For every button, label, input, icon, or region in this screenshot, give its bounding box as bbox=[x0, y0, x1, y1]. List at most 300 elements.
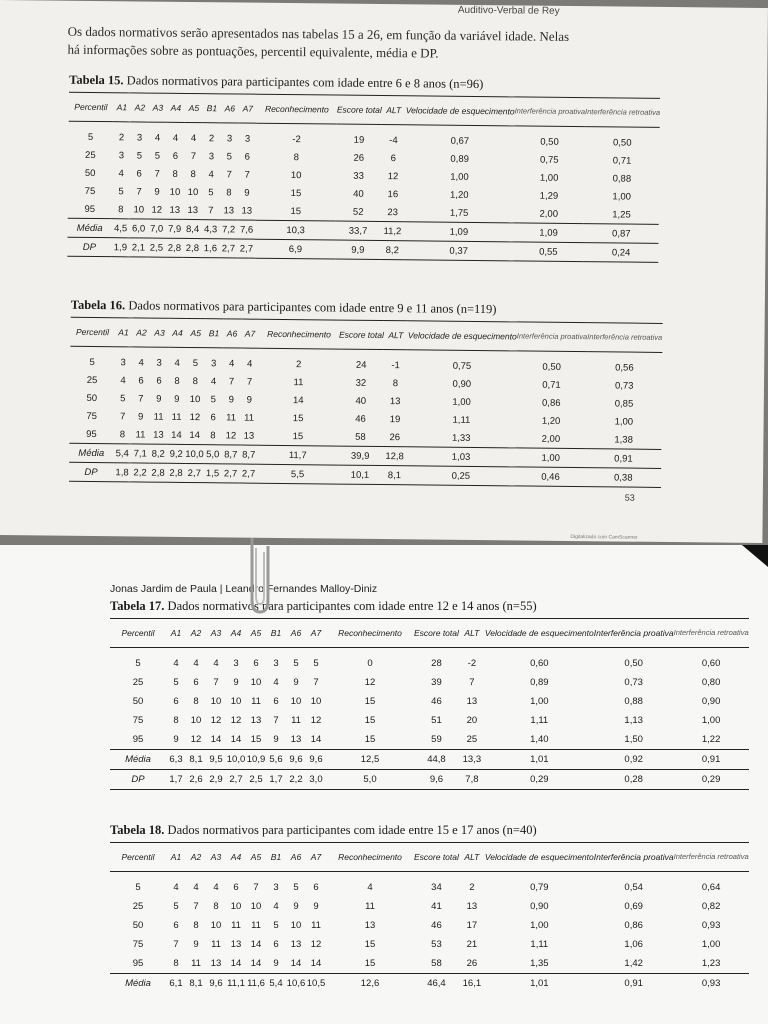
table-cell: 0,71 bbox=[542, 379, 561, 391]
table-cell: 2,9 bbox=[206, 770, 226, 790]
table-cell: 2,5 bbox=[147, 238, 165, 257]
table-cell: 12 bbox=[151, 204, 163, 216]
scanner-mark: Digitalizado com CamScanner bbox=[570, 534, 638, 541]
table-cell: 1,00 bbox=[614, 415, 634, 428]
column-header: Interferência proativa bbox=[594, 843, 674, 872]
table-cell: 6 bbox=[138, 374, 144, 387]
table-cell: 2,7 bbox=[185, 463, 204, 482]
table-cell: 10,0 bbox=[185, 444, 204, 463]
table-cell: 1,7 bbox=[166, 770, 186, 790]
table-cell: 12 bbox=[225, 429, 237, 441]
table-cell: 5 bbox=[293, 658, 299, 669]
table-cell: 25 bbox=[132, 901, 144, 912]
table-cell: 9,6 bbox=[414, 770, 459, 790]
table-cell: 3 bbox=[118, 149, 125, 161]
table-cell: 2,00 bbox=[541, 433, 561, 445]
column-header: Percentil bbox=[70, 317, 114, 346]
table-cell: 15 bbox=[364, 696, 376, 707]
table-cell: 40 bbox=[353, 188, 364, 200]
column-header: Reconhecimento bbox=[259, 319, 339, 349]
table-cell: 15 bbox=[364, 939, 376, 950]
table-cell: 3 bbox=[120, 356, 126, 368]
table-cell: 2,2 bbox=[131, 463, 149, 482]
table-cell: 3 bbox=[273, 882, 279, 893]
table-cell: 0,82 bbox=[701, 901, 721, 912]
table-cell: 14 bbox=[171, 429, 182, 441]
column-header: Reconhecimento bbox=[326, 619, 414, 648]
table-cell: 7,2 bbox=[220, 220, 238, 239]
table-cell: 75 bbox=[86, 410, 97, 422]
column-header: Escore total bbox=[414, 619, 459, 648]
table-cell: 15 bbox=[290, 205, 302, 217]
column-header: ALT bbox=[384, 321, 408, 350]
table-cell: 0,93 bbox=[701, 920, 721, 931]
table-cell: 95 bbox=[132, 734, 144, 745]
table-cell: 13 bbox=[290, 939, 302, 950]
table-cell: 9 bbox=[154, 186, 160, 198]
table-cell: 9 bbox=[293, 901, 299, 912]
table-cell: 7 bbox=[154, 168, 160, 180]
table-cell: 0,87 bbox=[584, 224, 659, 244]
intro-line: Os dados normativos serão apresentados nas tabelas 15 a 26, em função da variável idade. Nelas bbox=[67, 23, 570, 44]
column-header: ALT bbox=[459, 619, 485, 648]
table-cell: 19 bbox=[353, 134, 365, 146]
table-title: Tabela 16. Dados normativos para participantes com idade entre 9 e 11 anos (n=119) bbox=[70, 297, 497, 317]
table-cell: 10 bbox=[189, 393, 201, 405]
table-cell: 6 bbox=[233, 882, 239, 893]
table-cell: 10 bbox=[210, 920, 222, 931]
table-cell: 7 bbox=[173, 939, 179, 950]
table-cell: 0,79 bbox=[530, 882, 549, 893]
table-cell: 9 bbox=[233, 677, 239, 688]
table-cell: 2,7 bbox=[219, 239, 237, 258]
table-cell: 2,1 bbox=[129, 238, 147, 257]
table-cell: 39 bbox=[431, 677, 442, 688]
column-header: Percentil bbox=[110, 843, 166, 872]
table-cell: 75 bbox=[132, 715, 144, 726]
table-cell: 58 bbox=[355, 431, 366, 443]
table-cell: 1,00 bbox=[539, 172, 559, 184]
table-cell: 8 bbox=[210, 429, 216, 441]
table-cell: 3,0 bbox=[306, 770, 326, 790]
column-header: A5 bbox=[185, 93, 203, 122]
table-cell: 12 bbox=[210, 715, 222, 726]
table-cell: 10 bbox=[250, 901, 262, 912]
table-cell: 15 bbox=[250, 734, 262, 745]
table-cell: 14 bbox=[292, 394, 304, 406]
table-cell: 12 bbox=[364, 677, 376, 688]
table-cell: 40 bbox=[355, 395, 367, 407]
table-cell: 9 bbox=[137, 410, 144, 423]
table-cell: 5 bbox=[208, 186, 214, 198]
norms-table bbox=[110, 842, 749, 993]
table-cell: 8,2 bbox=[149, 444, 167, 463]
column-header: B1 bbox=[266, 619, 286, 648]
table-cell: 3 bbox=[233, 658, 239, 669]
table-cell: 0,29 bbox=[485, 770, 594, 790]
table-cell: 1,8 bbox=[113, 463, 131, 482]
table-cell: 6 bbox=[156, 375, 162, 387]
table-cell: 50 bbox=[86, 392, 98, 404]
column-header: A3 bbox=[149, 93, 167, 122]
table-cell: 5 bbox=[136, 149, 143, 161]
table-cell: 0,46 bbox=[515, 467, 586, 487]
table-cell: 11 bbox=[293, 376, 304, 388]
table-cell: 8,7 bbox=[222, 445, 240, 464]
table-cell: 14 bbox=[189, 429, 201, 441]
table-cell: 0,50 bbox=[612, 136, 632, 149]
table-cell: 2,2 bbox=[286, 770, 306, 790]
table-cell: 33,7 bbox=[336, 221, 381, 240]
table-cell: 4 bbox=[193, 882, 199, 893]
column-header: A5 bbox=[246, 843, 266, 872]
table-cell: 0,69 bbox=[624, 901, 643, 912]
table-cell: 4 bbox=[120, 374, 126, 386]
table-cell: 1,00 bbox=[515, 448, 586, 468]
table-cell: 5 bbox=[89, 356, 95, 368]
table-cell: 4,5 bbox=[112, 219, 130, 238]
table-cell: 8 bbox=[190, 168, 196, 180]
table-cell: 1,00 bbox=[701, 939, 721, 950]
table-cell: 11 bbox=[226, 411, 237, 423]
table-cell: 6 bbox=[210, 411, 216, 423]
table-row bbox=[110, 897, 749, 916]
table-cell: 95 bbox=[86, 428, 97, 440]
table-cell: 11,7 bbox=[258, 445, 338, 465]
table-cell: 0,73 bbox=[614, 379, 634, 392]
table-cell: 0,91 bbox=[674, 750, 749, 770]
table-15 bbox=[67, 73, 660, 263]
table-cell: 14 bbox=[310, 958, 322, 969]
table-cell: 13,3 bbox=[459, 750, 485, 770]
table-cell: 5 bbox=[135, 658, 141, 669]
table-cell: 11 bbox=[231, 920, 241, 931]
table-cell: 25 bbox=[85, 149, 96, 161]
table-cell: 11 bbox=[171, 411, 182, 423]
table-cell: 4 bbox=[213, 658, 219, 669]
table-cell: 1,00 bbox=[450, 171, 469, 183]
table-cell: 0,25 bbox=[406, 466, 515, 486]
table-cell: 7 bbox=[228, 375, 235, 387]
table-cell: 7 bbox=[246, 376, 253, 388]
table-cell: 5 bbox=[87, 131, 94, 143]
intro-line: há informações sobre as pontuações, percentil equivalente, média e DP. bbox=[67, 41, 439, 61]
table-cell: 6 bbox=[172, 150, 179, 162]
table-cell: 11,2 bbox=[380, 221, 404, 240]
table-cell: 13 bbox=[389, 395, 401, 407]
table-cell: 14 bbox=[210, 734, 222, 745]
table-cell: 0,56 bbox=[615, 361, 634, 374]
table-row bbox=[110, 730, 749, 750]
table-cell: 0,29 bbox=[674, 770, 749, 790]
table-title: Tabela 17. Dados normativos para participantes com idade entre 12 e 14 anos (n=55) bbox=[110, 599, 537, 613]
table-cell: 12 bbox=[230, 715, 242, 726]
column-header: Velocidade de esquecimento bbox=[485, 843, 594, 872]
table-cell: 5 bbox=[120, 392, 126, 404]
table-cell: 15 bbox=[292, 430, 304, 442]
table-cell: 1,50 bbox=[624, 734, 643, 745]
table-16 bbox=[69, 298, 663, 488]
table-cell: 4 bbox=[273, 901, 279, 912]
table-cell: 50 bbox=[132, 696, 144, 707]
table-cell: 75 bbox=[84, 185, 96, 197]
table-cell: 7 bbox=[136, 185, 142, 197]
table-cell: 11 bbox=[153, 411, 164, 423]
table-cell: 46 bbox=[355, 413, 366, 425]
table-cell: 10,1 bbox=[337, 465, 382, 484]
table-cell: 17 bbox=[466, 920, 478, 931]
column-header: A4 bbox=[167, 93, 185, 122]
table-cell: 0,67 bbox=[450, 135, 470, 147]
column-header: A7 bbox=[306, 619, 326, 648]
table-cell: 10 bbox=[133, 203, 145, 216]
table-cell: 9 bbox=[293, 677, 299, 688]
column-header: Escore total bbox=[414, 843, 459, 872]
table-cell: 25 bbox=[86, 374, 98, 386]
table-cell: 9 bbox=[173, 734, 179, 745]
table-cell: 14 bbox=[290, 958, 302, 969]
table-cell: 9 bbox=[273, 734, 279, 745]
column-header: Interferência proativa bbox=[514, 97, 585, 127]
column-header: A7 bbox=[241, 319, 259, 348]
table-cell: 0,75 bbox=[540, 154, 559, 166]
column-header: A6 bbox=[223, 319, 241, 348]
table-cell: 10 bbox=[187, 186, 199, 198]
table-cell: 10 bbox=[190, 715, 202, 726]
table-cell: 10 bbox=[210, 696, 222, 707]
table-cell: 11 bbox=[244, 412, 255, 424]
table-cell: 1,6 bbox=[201, 239, 219, 258]
table-cell: 0,50 bbox=[540, 136, 559, 148]
table-cell: 0,90 bbox=[530, 901, 549, 912]
table-cell: 53 bbox=[431, 939, 442, 950]
bottom-page bbox=[0, 545, 768, 1024]
table-cell: Média bbox=[69, 443, 113, 462]
table-cell: 0,73 bbox=[624, 677, 643, 688]
table-cell: 9 bbox=[244, 187, 250, 199]
table-cell: 7 bbox=[469, 677, 475, 688]
table-cell: -1 bbox=[391, 359, 400, 371]
table-row bbox=[110, 916, 749, 935]
table-cell: 1,20 bbox=[541, 415, 561, 427]
table-cell: 9,5 bbox=[206, 750, 226, 770]
table-cell: 26 bbox=[389, 431, 401, 443]
table-cell: 9,9 bbox=[335, 240, 380, 259]
table-cell: 12 bbox=[310, 715, 322, 726]
table-cell: 10 bbox=[169, 186, 181, 198]
column-header: B1 bbox=[203, 94, 221, 123]
norms-table bbox=[69, 317, 662, 488]
table-cell: 2,00 bbox=[539, 208, 559, 220]
table-cell: 6 bbox=[390, 152, 396, 164]
table-cell: 2,8 bbox=[183, 238, 201, 257]
table-cell: 11,1 bbox=[226, 974, 246, 994]
table-cell: 13 bbox=[364, 920, 376, 931]
table-cell: 7,1 bbox=[131, 444, 149, 463]
table-cell: 4 bbox=[213, 882, 219, 893]
table-row bbox=[110, 872, 749, 898]
column-header: Interferência retroativa bbox=[585, 98, 660, 128]
table-cell: 46,4 bbox=[414, 974, 459, 994]
table-cell: 46 bbox=[431, 696, 442, 707]
table-cell: DP bbox=[110, 770, 166, 790]
table-cell: 8,4 bbox=[184, 219, 202, 238]
table-cell: 3 bbox=[208, 150, 215, 162]
table-cell: 6 bbox=[244, 151, 251, 163]
table-cell: 1,9 bbox=[111, 238, 129, 257]
column-header: Escore total bbox=[337, 95, 382, 124]
table-cell: 13 bbox=[466, 696, 478, 707]
column-header: A3 bbox=[206, 619, 226, 648]
table-cell: 0,92 bbox=[594, 750, 674, 770]
table-cell: 1,23 bbox=[701, 958, 721, 969]
table-cell: 2,8 bbox=[165, 238, 183, 257]
table-cell: 39,9 bbox=[338, 446, 383, 465]
table-cell: 1,00 bbox=[612, 190, 632, 203]
table-17 bbox=[110, 599, 749, 790]
column-header: A3 bbox=[206, 843, 226, 872]
table-cell: 4 bbox=[172, 132, 179, 144]
table-cell: 50 bbox=[84, 167, 96, 179]
table-cell: 5 bbox=[226, 150, 233, 162]
table-cell: 6,9 bbox=[255, 239, 335, 259]
column-header: A5 bbox=[186, 318, 205, 347]
table-cell: 12,5 bbox=[326, 750, 414, 770]
column-header: ALT bbox=[382, 96, 406, 125]
table-cell: DP bbox=[69, 462, 113, 481]
column-header: Velocidade de esquecimento bbox=[485, 619, 594, 648]
table-cell: 28 bbox=[431, 658, 442, 669]
table-cell: Média bbox=[110, 750, 166, 770]
table-cell: 1,11 bbox=[530, 715, 549, 726]
table-cell: 4 bbox=[208, 168, 214, 180]
table-cell: 13 bbox=[223, 204, 235, 216]
table-cell: 10 bbox=[290, 696, 302, 707]
table-cell: 7 bbox=[213, 677, 219, 688]
column-header: A2 bbox=[132, 318, 150, 347]
table-cell: 8,2 bbox=[380, 240, 404, 259]
table-cell: 6,3 bbox=[166, 750, 186, 770]
table-cell: 7 bbox=[313, 677, 319, 688]
table-row bbox=[110, 673, 749, 692]
table-cell: 1,06 bbox=[624, 939, 643, 950]
table-cell: 9,6 bbox=[306, 750, 326, 770]
table-cell: 15 bbox=[364, 734, 376, 745]
table-cell: 1,5 bbox=[203, 464, 221, 483]
table-row bbox=[110, 770, 749, 790]
table-cell: 6 bbox=[136, 167, 142, 179]
table-cell: 12 bbox=[189, 411, 201, 423]
table-cell: 5 bbox=[313, 658, 319, 669]
table-cell: 7 bbox=[253, 882, 259, 893]
paper-clip-icon bbox=[246, 538, 274, 616]
table-cell: 7,0 bbox=[148, 219, 166, 238]
table-cell: 5 bbox=[118, 185, 124, 197]
table-cell: 13 bbox=[153, 429, 164, 441]
table-cell: -4 bbox=[389, 134, 398, 146]
table-cell: 7 bbox=[273, 715, 279, 726]
authors-header: Jonas Jardim de Paula | Leandro Fernandes Malloy-Diniz bbox=[110, 583, 378, 595]
table-cell: 3 bbox=[273, 658, 279, 669]
table-cell: 11 bbox=[311, 920, 321, 931]
column-header: A4 bbox=[226, 619, 246, 648]
table-cell: 6,0 bbox=[130, 219, 148, 238]
column-header: A1 bbox=[166, 619, 186, 648]
column-header: A2 bbox=[131, 93, 149, 122]
table-cell: 2,6 bbox=[186, 770, 206, 790]
table-cell: 0,80 bbox=[701, 677, 721, 688]
table-cell: 0,91 bbox=[594, 974, 674, 994]
table-cell: 4 bbox=[210, 375, 217, 387]
table-cell: 2,7 bbox=[239, 464, 257, 483]
table-cell: 15 bbox=[364, 958, 376, 969]
table-cell: 15 bbox=[292, 412, 304, 424]
table-cell: 13 bbox=[230, 939, 242, 950]
table-cell: 8,1 bbox=[186, 750, 206, 770]
table-cell: 9 bbox=[193, 939, 199, 950]
table-cell: 2,7 bbox=[221, 464, 239, 483]
table-cell: 7 bbox=[226, 168, 232, 180]
table-cell: 5 bbox=[210, 393, 217, 405]
table-cell: 11,6 bbox=[246, 974, 266, 994]
table-cell: 0,85 bbox=[614, 397, 634, 410]
column-header: Escore total bbox=[339, 320, 384, 349]
column-header: Interferência retroativa bbox=[674, 619, 749, 648]
table-row bbox=[110, 692, 749, 711]
table-cell: 1,22 bbox=[701, 734, 721, 745]
column-header: B1 bbox=[266, 843, 286, 872]
table-cell: 11 bbox=[251, 696, 261, 707]
table-cell: 11 bbox=[365, 901, 375, 912]
table-cell: 1,38 bbox=[614, 433, 633, 446]
table-cell: 16,1 bbox=[459, 974, 485, 994]
table-row bbox=[110, 648, 749, 674]
table-cell: 4 bbox=[190, 132, 197, 144]
table-cell: 58 bbox=[431, 958, 442, 969]
table-cell: 4 bbox=[154, 132, 161, 144]
table-row bbox=[110, 750, 749, 770]
table-cell: 13 bbox=[169, 204, 181, 216]
table-cell: 4 bbox=[228, 357, 235, 369]
table-cell: 12,6 bbox=[326, 974, 414, 994]
table-cell: 16 bbox=[387, 188, 399, 200]
table-cell: 0,71 bbox=[612, 154, 632, 167]
table-cell: 59 bbox=[431, 734, 442, 745]
table-cell: 0,28 bbox=[594, 770, 674, 790]
table-cell: 6,1 bbox=[166, 974, 186, 994]
table-cell: 1,25 bbox=[612, 208, 631, 221]
table-cell: 1,03 bbox=[407, 447, 516, 467]
table-cell: 9,2 bbox=[167, 444, 185, 463]
table-cell: 7 bbox=[244, 169, 250, 181]
table-cell: 8 bbox=[293, 151, 300, 163]
table-cell: 11 bbox=[191, 958, 201, 969]
page-number: 53 bbox=[624, 492, 635, 503]
table-cell: 0,50 bbox=[542, 361, 561, 373]
table-cell: 15 bbox=[364, 715, 376, 726]
table-cell: 1,09 bbox=[513, 223, 584, 243]
table-cell: 0,88 bbox=[624, 696, 643, 707]
table-cell: 7 bbox=[190, 150, 197, 162]
table-cell: 8 bbox=[192, 375, 198, 387]
table-cell: 6 bbox=[193, 677, 199, 688]
table-cell: 13 bbox=[210, 958, 222, 969]
table-cell: 0,89 bbox=[450, 153, 469, 165]
column-header: Interferência proativa bbox=[517, 322, 588, 352]
table-cell: 8 bbox=[193, 920, 199, 931]
table-cell: 0,91 bbox=[586, 449, 661, 469]
table-cell: 6 bbox=[273, 939, 279, 950]
